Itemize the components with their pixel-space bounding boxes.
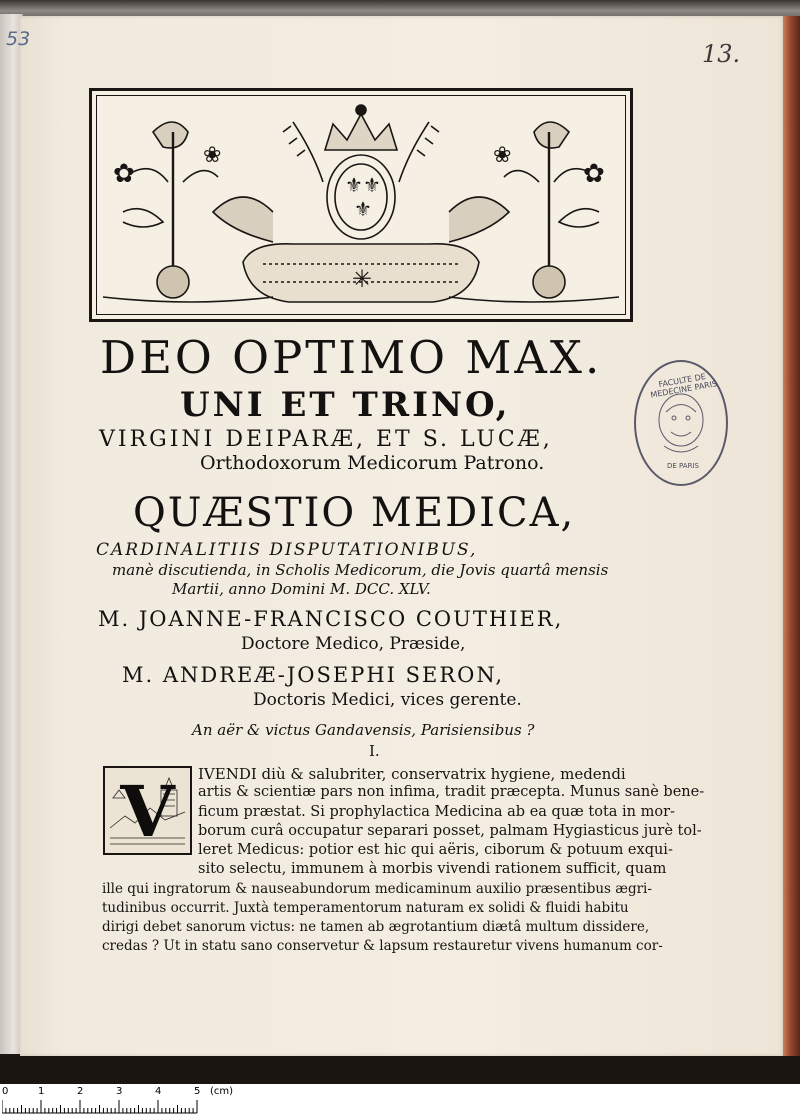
- dedication-line-2: UNI ET TRINO,: [180, 385, 511, 425]
- folio-left: 53: [6, 28, 31, 50]
- scale-label: 5: [194, 1086, 201, 1097]
- page-title: QUÆSTIO MEDICA,: [133, 490, 576, 536]
- body-line: IVENDI diù & salubriter, conservatrix hygiene, medendi: [198, 765, 626, 783]
- scale-label: 0: [2, 1086, 9, 1097]
- body-line: tudinibus occurrit. Juxtà temperamentorum naturam ex solidi & fluidi habitu: [102, 900, 629, 916]
- library-stamp: [634, 360, 728, 486]
- body-line: dirigi debet sanorum victus: ne tamen ab ægrotantium diætâ multum dissidere,: [102, 919, 650, 935]
- dedication-line-4: Orthodoxorum Medicorum Patrono.: [200, 452, 545, 474]
- svg-text:❀: ❀: [203, 143, 222, 168]
- svg-text:⚜: ⚜: [345, 173, 363, 197]
- deputy-role: Doctoris Medici, vices gerente.: [253, 690, 522, 710]
- scale-unit-label: (cm): [210, 1086, 234, 1097]
- section-number: I.: [369, 742, 380, 760]
- disputation-line: CARDINALITIIS DISPUTATIONIBUS,: [96, 540, 478, 560]
- headpiece-illustration: [93, 92, 629, 318]
- svg-text:✿: ✿: [583, 159, 605, 189]
- deputy-name: M. ANDREÆ-JOSEPHI SERON,: [122, 663, 505, 687]
- dedication-line-1: DEO OPTIMO MAX.: [100, 331, 603, 384]
- svg-text:❀: ❀: [493, 143, 512, 168]
- scale-label: 3: [116, 1086, 123, 1097]
- stamp-text-top: FACULTE DE MEDECINE PARIS: [649, 371, 718, 400]
- page-edge-red: [783, 16, 800, 1056]
- body-line: borum curâ occupatur separari posset, palmam Hygiasticus jurè tol-: [198, 823, 702, 839]
- svg-text:⚜: ⚜: [363, 173, 381, 197]
- body-line: credas ? Ut in statu sano conservetur & lapsum restauretur vivens humanum cor-: [102, 938, 663, 954]
- scan-bottom-background: [0, 1056, 800, 1084]
- scale-label: 2: [77, 1086, 84, 1097]
- body-line: ficum præstat. Si prophylactica Medicina ab ea quæ tota in mor-: [198, 804, 675, 820]
- svg-text:✿: ✿: [113, 159, 135, 189]
- crown-icon: [325, 114, 397, 150]
- body-line: leret Medicus: potior est hic qui aëris, ciborum & potuum exqui-: [198, 842, 673, 858]
- decorated-initial: [103, 766, 192, 855]
- president-name: M. JOANNE-FRANCISCO COUTHIER,: [98, 607, 564, 631]
- scale-label: 1: [38, 1086, 45, 1097]
- date-line-1: manè discutienda, in Scholis Medicorum, die Jovis quartâ mensis: [112, 561, 609, 579]
- scale-ruler: [2, 1098, 202, 1114]
- body-line: sito selectu, immunem à morbis vivendi rationem sufficit, quam: [198, 861, 667, 877]
- date-line-2: Martii, anno Domini M. DCC. XLV.: [172, 580, 431, 598]
- stamp-text-bottom: DE PARIS: [667, 462, 699, 470]
- body-line: ille qui ingratorum & nauseabundorum medicaminum auxilio præsentibus ægri-: [102, 881, 652, 897]
- body-line: artis & scientiæ pars non infima, tradit præcepta. Munus sanè bene-: [198, 784, 705, 800]
- svg-text:⚜: ⚜: [354, 197, 372, 221]
- folio-right: 13.: [702, 40, 741, 68]
- question-line: An aër & victus Gandavensis, Parisiensibus ?: [192, 721, 535, 739]
- engraved-headpiece: [89, 88, 633, 322]
- svg-text:✳: ✳: [352, 265, 373, 293]
- dedication-line-3: VIRGINI DEIPARÆ, ET S. LUCÆ,: [99, 427, 553, 452]
- scale-bar: [0, 1084, 800, 1118]
- president-role: Doctore Medico, Præside,: [241, 634, 466, 654]
- scale-label: 4: [155, 1086, 162, 1097]
- initial-letter: V: [120, 770, 175, 853]
